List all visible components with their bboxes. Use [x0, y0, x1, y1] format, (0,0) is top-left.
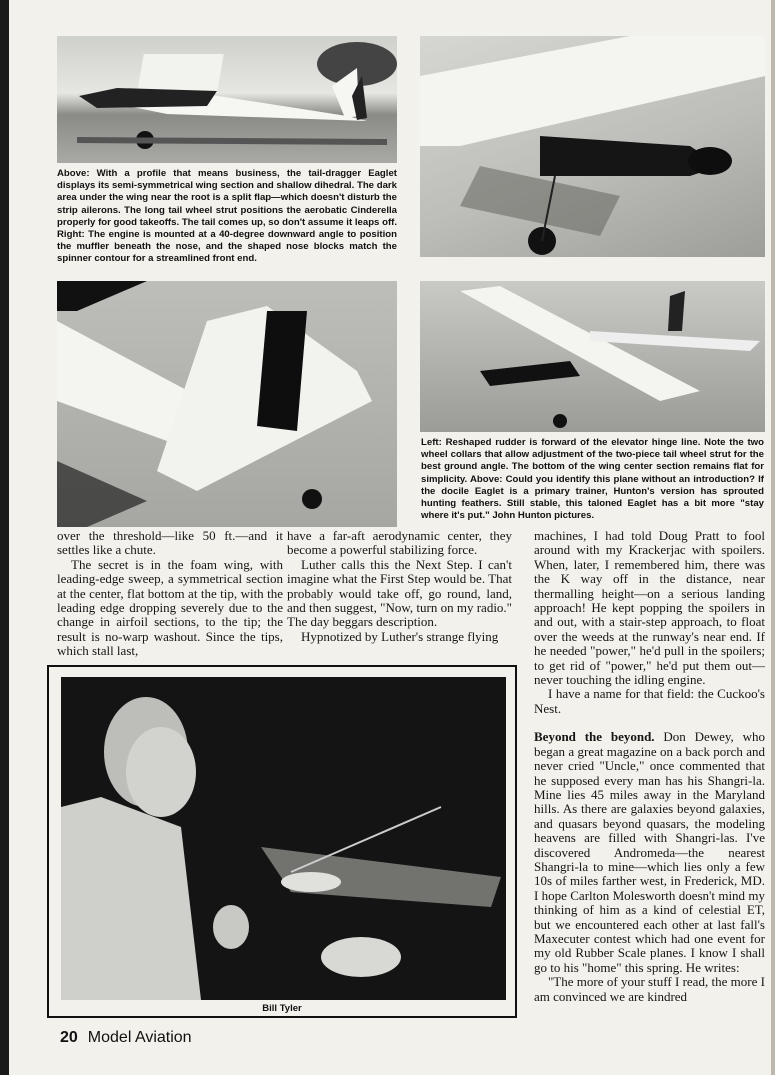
paragraph: I have a name for that field: the Cuckoo's Nest.	[534, 686, 765, 716]
magazine-title: Model Aviation	[87, 1029, 192, 1046]
article-column-1	[57, 529, 283, 659]
portrait-figure	[47, 665, 517, 1018]
photo-engine-muffler	[420, 36, 765, 257]
section-body: Don Dewey, who began a great magazine on a back porch and never cried "Uncle," once commented that he supposed every man has his Shangri-la. Mine lies 45 miles away in the Maryland hills. As there are galaxies beyond galaxies, and quasars beyond quasars, the modeling heavens are filled with Shangri-las. I've discovered Andromeda—the nearest Shangri-la to mine—which lies only a few 10s of miles farther west, in Frederick, MD. I hope Carlton Molesworth doesn't mind my thinking of him as a kind of celestial ET, but we encountered each other at last fall's Maxecuter contest which had one event for my old Rubber Scale planes. I know I shall go to his "home" this spring. He writes:	[534, 729, 765, 975]
page-edge-left	[0, 0, 9, 1075]
paragraph: "The more of your stuff I read, the more I am convinced we are kindred	[534, 974, 765, 1004]
airplane-profile-illustration	[57, 36, 397, 163]
man-with-model-illustration	[61, 677, 506, 1000]
page-footer	[60, 1029, 192, 1047]
tail-illustration	[57, 281, 397, 527]
article-column-2	[287, 529, 512, 644]
photo-eaglet-on-ground	[420, 281, 765, 432]
airplane-nose-illustration	[420, 36, 765, 257]
page-number: 20	[60, 1029, 78, 1046]
article-column-3	[534, 529, 765, 1004]
paragraph: over the threshold—like 50 ft.—and it settles like a chute.	[57, 528, 283, 558]
airplane-ground-illustration	[420, 281, 765, 432]
paragraph: Luther calls this the Next Step. I can't imagine what the First Step would be. That probably would take off, go round, land, and then suggest, "Now, turn on my radio." The day beggars description.	[287, 556, 512, 630]
photo-rudder-tail	[57, 281, 397, 527]
paragraph: The secret is in the foam wing, with leading-edge sweep, a symmetrical section at the center, flat bottom at the tip, with the leading edge dropping severely due to the change in airfoil sections, to the tip; the result is no-warp washout. Since the tips, which stall last,	[57, 556, 283, 659]
photo-eaglet-profile	[57, 36, 397, 163]
section-heading: Beyond the beyond.	[534, 729, 655, 745]
section-paragraph	[534, 730, 765, 975]
caption-middle: Left: Reshaped rudder is forward of the elevator hinge line. Note the two wheel collars that allow adjustment of the two-piece tail wheel strut for the best ground angle. The bottom of the wing center section remains flat for simplicity. Above: Could you identify this plane without an introduction? If the docile Eaglet is a primary trainer, Hunton's version has sprouted hunting feathers. Still stable, this taloned Eaglet has a bit more "stay where it's put." John Hunton pictures.	[421, 437, 764, 522]
paragraph: machines, I had told Doug Pratt to fool around with my Krackerjac with spoilers. When, later, I remembered him, there was the K way off in the distance, near thermalling height—on a serious landing approach! He kept popping the spoilers in and out, with a stair-step approach, to float over the weeds at the runway's near end. If he needed "power," he'd pull in the spoilers; to get rid of "power," he'd put them out—never touching the idling engine.	[534, 528, 765, 688]
photo-bill-tyler	[61, 677, 506, 1000]
photo-credit: Bill Tyler	[262, 1003, 302, 1014]
paragraph: have a far-aft aerodynamic center, they become a powerful stabilizing force.	[287, 528, 512, 558]
caption-top: Above: With a profile that means business, the tail-dragger Eaglet displays its semi-symmetrical wing section and shallow dihedral. The dark area under the wing near the root is a split flap—which doesn't disturb the strip ailerons. The long tail wheel strut positions the aerobatic Cinderella properly for good takeoffs. The tail comes up, so don't assume it leaps off. Right: The engine is mounted at a 40-degree downward angle to position the muffler beneath the nose, and the shaped nose blocks match the spinner contour for a streamlined front end.	[57, 168, 397, 265]
page-edge-right	[771, 0, 775, 1075]
paragraph: Hypnotized by Luther's strange flying	[301, 628, 499, 644]
